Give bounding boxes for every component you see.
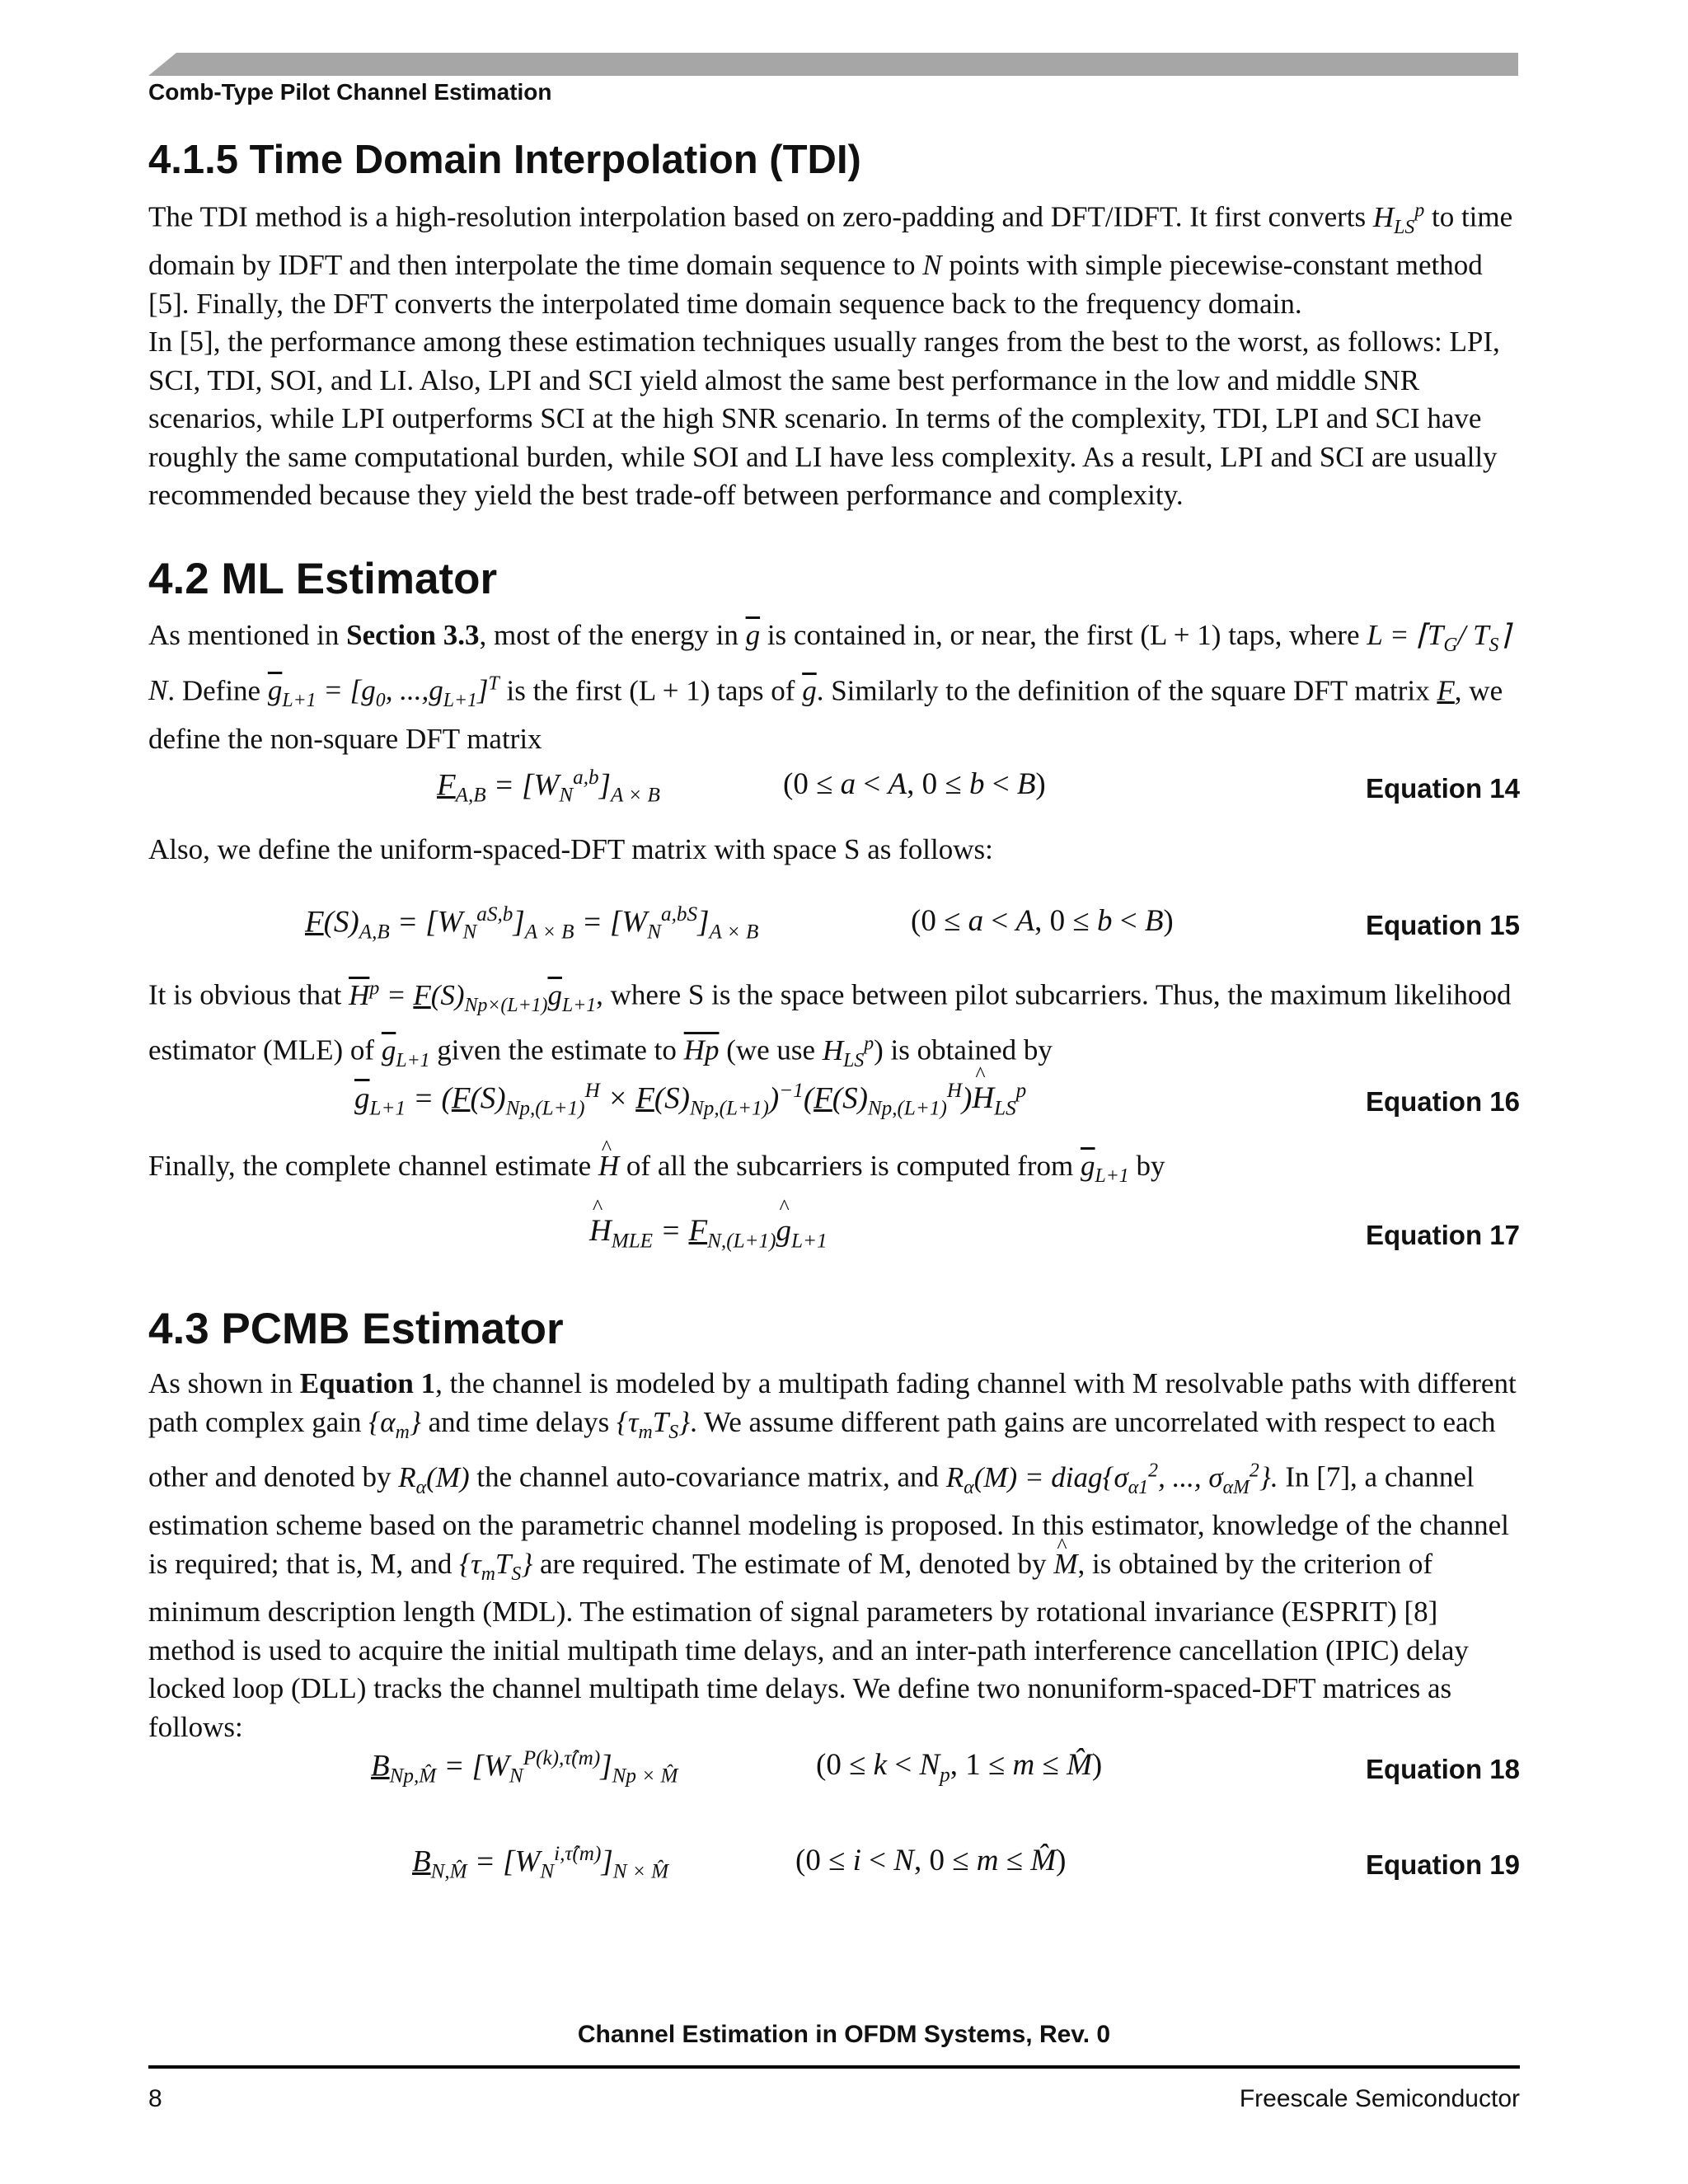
equation-19: $B_{N,M̂} = [W_N^{i,\taû(m)}]_{N \times M̂}$ (0 ≤ i < N, 0 ≤ m ≤ M̂) Equation 19 (412, 1843, 1520, 1883)
section-heading-4-3: 4.3 PCMB Estimator (148, 1305, 564, 1353)
company-name: Freescale Semiconductor (1239, 2085, 1520, 2112)
equation-18: $B_{Np,M̂} = [W_N^{P(k),\taû(m)}]_{Np \times M̂}$ ($0 \le k < N_p$, 1 ≤ m ≤ M̂) Equation 18 (371, 1747, 1520, 1788)
equation-number: Equation 18 (1365, 1754, 1520, 1784)
equation-number: Equation 14 (1365, 773, 1520, 804)
paragraph-mle: It is obvious that $\overline{H}^p = F(S)_{Np\times(L+1)}\overline{g}_{L+1}$, where S is the space between pilot subcarriers. Thus, the maximum likelihood estimator (MLE) of $\overline{g}_{L+1}$ given the estimate to $\overline{Hp}$ (we use $H_{LS}^p$) is obtained by (148, 977, 1512, 1071)
section-heading-4-2: 4.2 ML Estimator (148, 555, 498, 603)
paragraph-uniform-dft: Also, we define the uniform-spaced-DFT matrix with space S as follows: (148, 833, 993, 865)
math-inline: $H_{LS}^p$ (1372, 199, 1425, 238)
equation-number: Equation 16 (1365, 1086, 1520, 1117)
equation-15: $F(S)_{A,B} = [W_N^{aS,b}]_{A \times B} = [W_N^{a,bS}]_{A \times B}$ (0 ≤ a < A, 0 ≤ b < B) Equation 15 (305, 903, 1520, 944)
section-link[interactable]: Section 3.3 (346, 619, 480, 651)
equation-number: Equation 19 (1365, 1849, 1520, 1880)
paragraph-performance: In [5], the performance among these estimation techniques usually ranges from the best to the worst, as follows: LPI, SCI, TDI, SOI, and LI. Also, LPI and SCI yield almost the same best performance in the low and middle SNR scenarios, while LPI outperforms SCI at the high SNR scenario. In terms of the complexity, TDI, LPI and SCI have roughly the same computational burden, while SOI and LI have less complexity. As a result, LPI and SCI are usually recommended because they yield the best trade-off between performance and complexity. (148, 326, 1500, 511)
equation-number: Equation 17 (1365, 1220, 1520, 1250)
equation-16: $\overline{g}_{L+1} = (F(S)_{Np,(L+1)}^H$ × $F(S)_{Np,(L+1)})^{-1}(F(S)_{Np,(L+1)}^H)\^{}$ $H_{LS}^p$ Equation 16 (148, 1080, 1520, 1137)
footer-document-title: Channel Estimation in OFDM Systems, Rev. 0 (577, 2021, 1111, 2048)
equation-number: Equation 15 (1365, 910, 1520, 940)
paragraph-pcmb: As shown in Equation 1, the channel is modeled by a multipath fading channel with M resolvable paths with different path complex gain $\{\alpha_m\}$ and time delays $\{\tau_mT_S\}$. We assume different path gains are uncorrelated with respect to each other and denoted by $R_\alpha(M)$ the channel auto-covariance matrix, and $R_\alpha(M)$ = $diag\{\sigma_{\alpha 1}^2$, ..., $\sigma_{\alpha M}^2$}. In [7], a channel estimation scheme based on the parametric channel modeling is proposed. In this estimator, knowledge of the channel is required; that is, M, and $\{\tau_mT_S\}$ are required. The estimate of M, denoted by ^ M, is obtained by the criterion of minimum description length (MDL). The estimation of signal parameters by rotational invariance (ESPRIT) [8] method is used to acquire the initial multipath time delays, and an inter-path interference cancellation (IPIC) delay locked loop (DLL) tracks the channel multipath time delays. We define two nonuniform-spaced-DFT matrices as follows: (148, 1365, 1520, 1746)
equation-14: $F_{A,B} = [W_N^{a,b}]_{A \times B}$ (0 ≤ a < A, 0 ≤ b < B) Equation 14 (437, 766, 1520, 807)
math-inline: $\overline{g}_{L+1} = [g_0$, $...,g_{L+1}]^T$ (267, 673, 499, 712)
paragraph-ml-intro: As mentioned in Section 3.3, most of the energy in $\overline{g}$ is contained in, or near, the first (L + 1) taps, where $L = ⌈T_G/$ $T_S⌉N$. Define $\overline{g}_{L+1} = [g_0$, $...,g_{L+1}]^T$ is the first (L + 1) taps of $\overline{g}$. Similarly to the definition of the square DFT matrix F, we define the non-square DFT matrix (148, 619, 1511, 755)
running-header: Comb-Type Pilot Channel Estimation (148, 79, 552, 105)
section-heading-4-1-5: 4.1.5 Time Domain Interpolation (TDI) (148, 138, 861, 182)
header-bar (148, 53, 1518, 76)
math-inline: $\overline{H}^p = F(S)_{Np\times(L+1)}\overline{g}_{L+1}$ (349, 977, 597, 1016)
paragraph-tdi: The TDI method is a high-resolution interpolation based on zero-padding and DFT/IDFT. It first converts $H_{LS}^p$ to time domain by IDFT and then interpolate the time domain sequence to N points with simple piecewise-constant method [5]. Finally, the DFT converts the interpolated time domain sequence back to the frequency domain. (148, 199, 1513, 320)
page-number: 8 (148, 2085, 162, 2112)
equation-17: ^ $H_{MLE}$ = $F_{N,(L+1)}\^{}$ $g_{L+1}$ Equation 17 (148, 1213, 1520, 1271)
paragraph-complete-estimate: Finally, the complete channel estimate ^ H of all the subcarriers is computed from $\overline{g}_{L+1}$ by (148, 1147, 1520, 1196)
footer-rule (148, 2065, 1520, 2069)
math-inline: $L = ⌈T_G/$ $T_S⌉N$ (148, 619, 1511, 707)
equation-link[interactable]: Equation 1 (299, 1367, 436, 1399)
